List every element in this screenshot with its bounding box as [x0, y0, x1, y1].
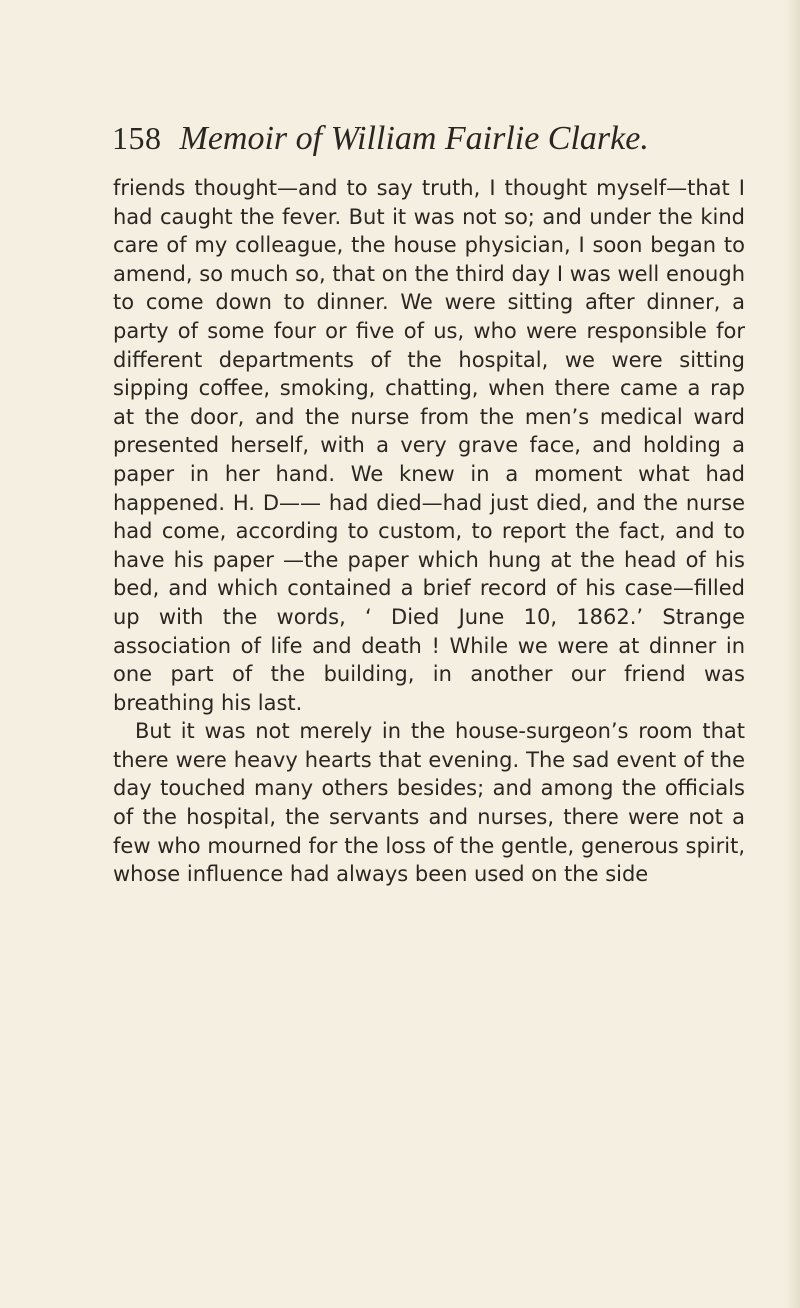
page-number: 158 [112, 120, 162, 156]
body-text [113, 174, 745, 889]
paragraph-2: But it was not merely in the house-surgeon’s room that there were heavy hearts that evening. The sad event of the day touched many others besides; and among the officials of the hospital, the servants and nurses, there were not a few who mourned for the loss of the gentle, generous spirit, whose influence had always been used on the side [113, 719, 745, 887]
running-title: Memoir of William Fairlie Clarke. [179, 120, 649, 157]
page-edge-shadow [786, 0, 800, 1308]
running-header [112, 120, 732, 164]
paragraph-1: friends thought—and to say truth, I thought myself—that I had caught the fever. But it was not so; and under the kind care of my colleague, the house physician, I soon began to amend, so much so, that on the third day I was well enough to come down to dinner. We were sitting after dinner, a party of some four or five of us, who were responsible for different departments of the hospital, we were sitting sipping coffee, smoking, chatting, when there came a rap at the door, and the nurse from the men’s medical ward presented herself, with a very grave face, and holding a paper in her hand. We knew in a moment what had happened. H. D—— had died—had just died, and the nurse had come, according to custom, to report the fact, and to have his paper —the paper which hung at the head of his bed, and which contained a brief record of his case—filled up with the words, ‘ Died June 10, 1862.’ Strange association of life and death ! While we were at dinner in one part of the building, in another our friend was breathing his last. [113, 176, 745, 715]
